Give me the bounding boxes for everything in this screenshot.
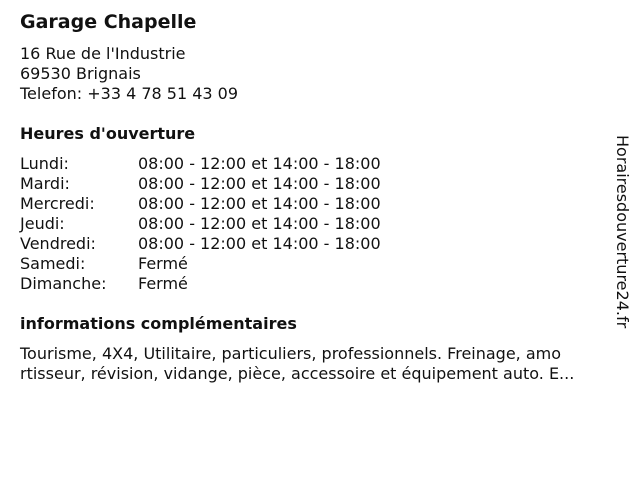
hours-row-saturday <box>20 254 381 274</box>
hours-row-sunday <box>20 274 381 294</box>
additional-info-line: rtisseur, révision, vidange, pièce, accessoire et équipement auto. E... <box>20 364 575 383</box>
day-label: Mardi: <box>20 174 70 193</box>
hours-row-thursday <box>20 214 381 234</box>
opening-hours-heading: Heures d'ouverture <box>20 124 196 143</box>
day-label: Samedi: <box>20 254 86 273</box>
day-hours: 08:00 - 12:00 et 14:00 - 18:00 <box>138 234 381 253</box>
hours-row-friday <box>20 234 381 254</box>
business-name: Garage Chapelle <box>20 11 197 33</box>
day-hours: 08:00 - 12:00 et 14:00 - 18:00 <box>138 194 381 213</box>
phone-number: Telefon: +33 4 78 51 43 09 <box>20 84 239 103</box>
hours-row-tuesday <box>20 174 381 194</box>
hours-row-wednesday <box>20 194 381 214</box>
day-hours: 08:00 - 12:00 et 14:00 - 18:00 <box>138 154 381 173</box>
opening-hours-table <box>20 154 381 294</box>
hours-row-monday <box>20 154 381 174</box>
day-label: Jeudi: <box>20 214 65 233</box>
day-label: Vendredi: <box>20 234 96 253</box>
address-city: 69530 Brignais <box>20 64 141 83</box>
additional-info-text <box>20 344 624 384</box>
day-label: Lundi: <box>20 154 69 173</box>
site-watermark: Horairesdouverture24.fr <box>613 135 632 329</box>
day-hours: Fermé <box>138 254 188 273</box>
additional-info-heading: informations complémentaires <box>20 314 297 333</box>
day-label: Dimanche: <box>20 274 107 293</box>
day-label: Mercredi: <box>20 194 95 213</box>
day-hours: Fermé <box>138 274 188 293</box>
additional-info-line: Tourisme, 4X4, Utilitaire, particuliers, professionnels. Freinage, amo <box>20 344 562 363</box>
business-address <box>20 44 238 104</box>
day-hours: 08:00 - 12:00 et 14:00 - 18:00 <box>138 174 381 193</box>
day-hours: 08:00 - 12:00 et 14:00 - 18:00 <box>138 214 381 233</box>
address-street: 16 Rue de l'Industrie <box>20 44 186 63</box>
